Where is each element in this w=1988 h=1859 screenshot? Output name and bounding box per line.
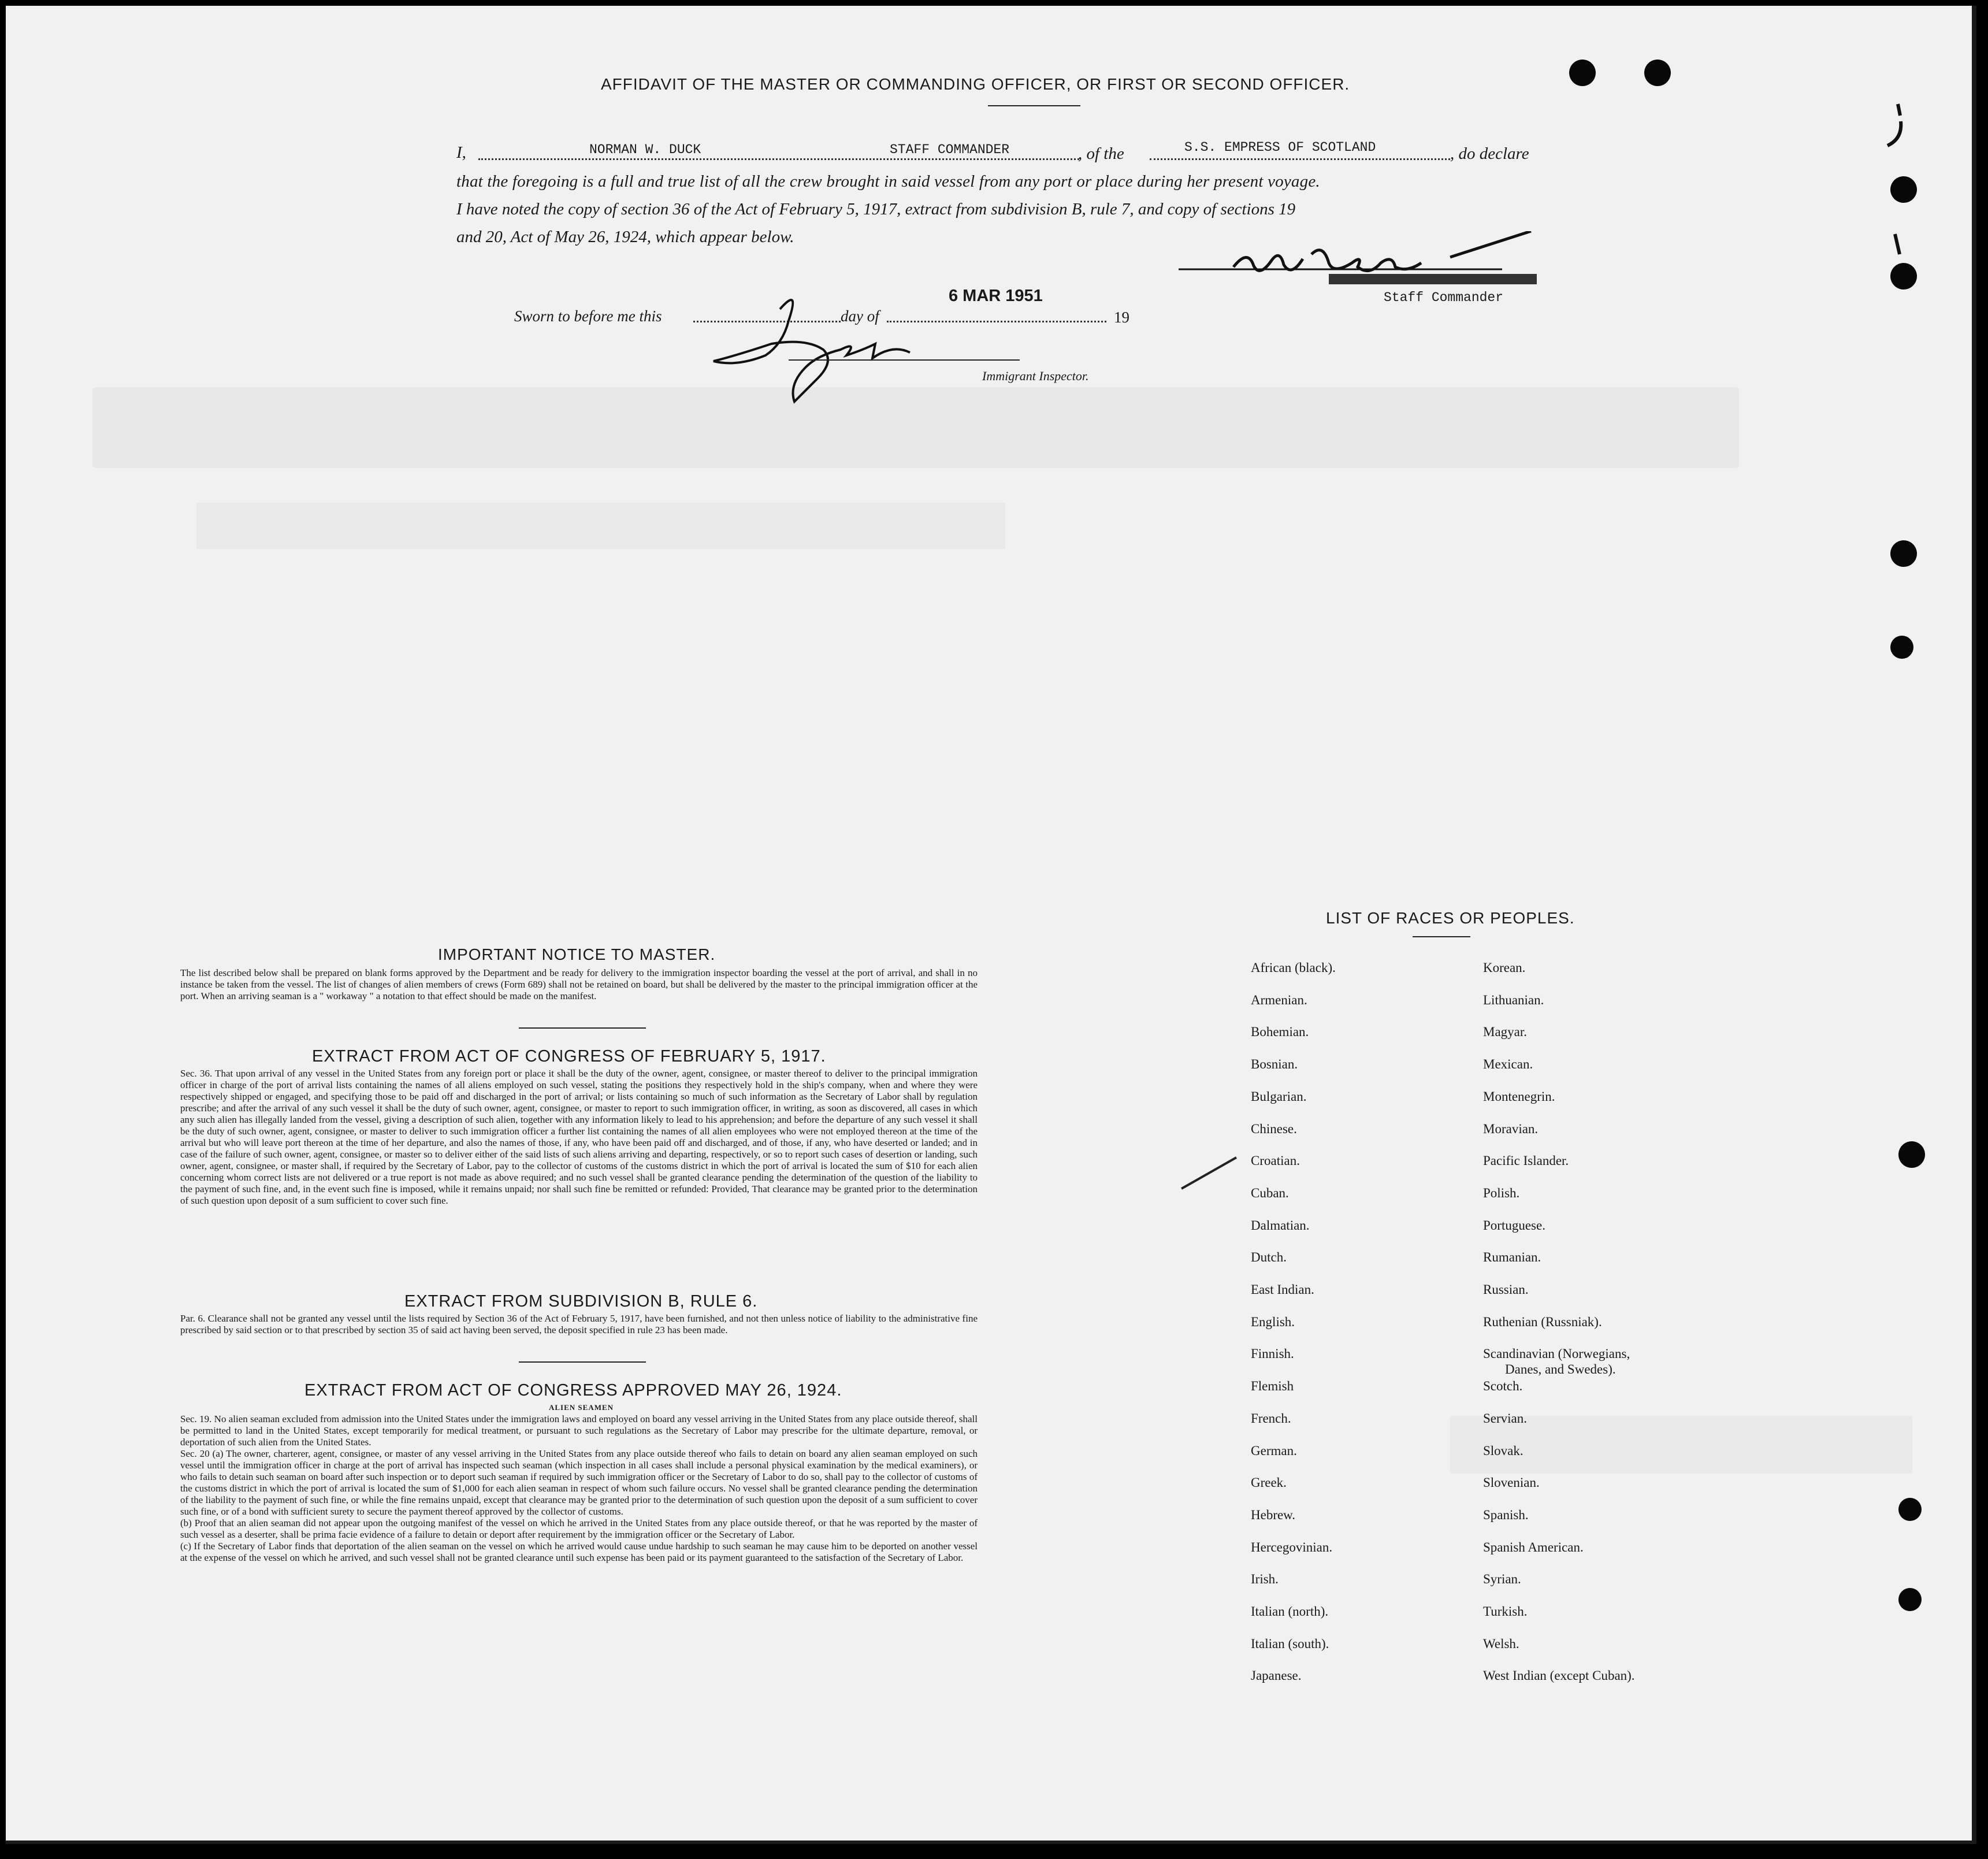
extract-1917-text: Sec. 36. That upon arrival of any vessel in the United States from any foreign port or place it shall be the duty of the owner, agent, consignee, or master thereof to deliver to the principal immigration officer in charge of the port of arrival lists containing the names of all aliens employed on such vessel, stating the positions they respectively hold in the ship's company, when and where they were respectively shipped or engaged, and specifying those to be paid off and discharged in the port of arrival; or lists containing so much of such information as the Secretary of Labor shall by regulation prescribe; and after the arrival of any such vessel it shall be the duty of such owner, agent, consignee, or master to report to such immigration officer, in writing, as soon as discovered, all cases in which any such alien has illegally landed from the vessel, giving a description of such alien, together with any information likely to lead to his apprehension; and before the departure of any such vessel it shall be the duty of such owner, agent, consignee, or master to deliver to such immigration officer a further list containing the names of all alien employees who were not employed thereon at the time of the arrival but who will leave port thereon at the time of her departure, and also the names of those, if any, who have been paid off and discharged, and of those, if any, who have deserted or landed; and in case of the failure of such owner, agent, consignee, or master so to deliver either of the said lists of such aliens arriving and departing, respectively, or so to report such cases of desertion or landing, such owner, agent, consignee, or master shall, if required by the Secretary of Labor, pay to the collector of customs of the customs district in which the port of arrival is located the sum of $10 for each alien concerning whom correct lists are not delivered or a true report is not made as above required; and no such vessel shall be granted clearance pending the determination of the question of the liability to the payment of such fine, and, in the event such fine is imposed, while it remains unpaid; nor shall such fine be remitted or refunded: Provided, That clearance may be granted prior to the determination of such question upon deposit of a sum sufficient to cover such fine. — [180, 1068, 978, 1206]
race-item: Finnish. — [1251, 1346, 1294, 1361]
extract-1924-text: Sec. 19. No alien seaman excluded from admission into the United States under the immigration laws and employed on board any vessel arriving in the United States from any place outside thereof, shall be permitted to land in the United States, except temporarily for medical treatment, or pursuant to such regulations as the Secretary of Labor may prescribe for the ultimate departure, removal, or deportation of such alien from the United States. Sec. 20 (a) The owner, charterer, agent, consignee, or master of any vessel arriving in the United States from any place outside thereof who fails to detain on board any alien seaman employed on such vessel until the immigration officer in charge at the port of arrival has inspected such seaman (which inspection in all cases shall include a personal physical examination by the medical examiners), or who fails to detain such seaman on board after such inspection or to deport such seaman if required by such immigration officer or the Secretary of Labor to do so, shall pay to the collector of customs of the customs district in which the port of arrival is located the sum of $1,000 for each alien seaman in respect of whom such failure occurs. No vessel shall be granted clearance pending the determination of the liability to the payment of such fine, or while the fine remains unpaid, except that clearance may be granted prior to the determination of such question upon the deposit of a sum sufficient to cover such fine, or of a bond with sufficient surety to secure the payment thereof approved by the collector of customs. (b) Proof that an alien seaman did not appear upon the outgoing manifest of the vessel on which he arrived in the United States from any place outside thereof, or that he was reported by the master of such vessel as a deserter, shall be prima facie evidence of a failure to detain or deport after requirement by the immigration officer or the Secretary of Labor. (c) If the Secretary of Labor finds that deportation of the alien seaman on the vessel on which he arrived would cause undue hardship to such seaman he may cause him to be deported on another vessel at the expense of the vessel on which he arrived, and such vessel shall not be granted clearance until such expense has been paid or its payment guaranteed to the satisfaction of the Secretary of Labor. — [180, 1413, 978, 1563]
punch-hole — [1890, 636, 1913, 659]
race-item: West Indian (except Cuban). — [1483, 1668, 1635, 1683]
race-item: Spanish American. — [1483, 1539, 1584, 1554]
race-item: Bulgarian. — [1251, 1089, 1307, 1104]
race-item: Portuguese. — [1483, 1218, 1545, 1233]
race-item: Croatian. — [1251, 1153, 1300, 1168]
race-item: Flemish — [1251, 1379, 1294, 1394]
race-item: French. — [1251, 1411, 1291, 1426]
race-item: Hercegovinian. — [1251, 1539, 1333, 1554]
divider — [1413, 936, 1470, 937]
pencil-tick — [1179, 1153, 1242, 1193]
race-item: Turkish. — [1483, 1604, 1528, 1619]
vessel-name: S.S. EMPRESS OF SCOTLAND — [1184, 140, 1376, 155]
race-item: Korean. — [1483, 960, 1526, 975]
master-rank: STAFF COMMANDER — [890, 142, 1010, 157]
punch-hole — [1898, 1588, 1922, 1611]
ink-mark — [1875, 98, 1909, 156]
bleed-through-band — [196, 503, 1005, 549]
extract-1924-title: EXTRACT FROM ACT OF CONGRESS APPROVED MAY 26, 1924. — [304, 1381, 842, 1400]
race-item: Pacific Islander. — [1483, 1153, 1569, 1168]
subdivision-b-title: EXTRACT FROM SUBDIVISION B, RULE 6. — [404, 1292, 758, 1311]
race-item: Dalmatian. — [1251, 1218, 1310, 1233]
punch-hole — [1898, 1498, 1922, 1521]
race-item: East Indian. — [1251, 1282, 1314, 1297]
master-signature — [1179, 231, 1537, 295]
punch-hole — [1569, 60, 1596, 86]
race-item: Dutch. — [1251, 1250, 1287, 1265]
race-item: Slovenian. — [1483, 1475, 1540, 1490]
subdivision-b-text: Par. 6. Clearance shall not be granted any vessel until the lists required by Section 36 of the Act of February 5, 1917, have been furnished, and not then unless notice of liability to the administrative fine prescribed by said section or to that prescribed by section 35 of said act having been served, the deposit specified in rule 23 has been made. — [180, 1313, 978, 1335]
race-item: Russian. — [1483, 1282, 1529, 1297]
race-item: Mexican. — [1483, 1057, 1533, 1072]
affidavit-line-4: and 20, Act of May 26, 1924, which appear below. — [456, 228, 794, 246]
notice-text: The list described below shall be prepared on blank forms approved by the Department and be ready for delivery to the immigration inspector boarding the vessel at the port of arrival, and shall in no instance be taken from the vessel. The list of changes of alien members of crews (Form 689) shall not be retained on board, but shall be delivered by the master to the principal immigration officer at the port. When an arriving seaman is a " workaway " a notation to that effect should be made on the manifest. — [180, 967, 978, 1001]
fill-line — [478, 158, 1079, 160]
race-item: Japanese. — [1251, 1668, 1302, 1683]
race-item: Polish. — [1483, 1185, 1520, 1200]
race-item: Servian. — [1483, 1411, 1528, 1426]
year-suffix: 19 — [1114, 309, 1129, 326]
affidavit-title: AFFIDAVIT OF THE MASTER OR COMMANDING OFFICER, OR FIRST OR SECOND OFFICER. — [601, 75, 1350, 93]
race-item: Welsh. — [1483, 1636, 1519, 1651]
day-of-text: day of — [841, 307, 879, 325]
race-item: German. — [1251, 1443, 1297, 1458]
race-item: Scotch. — [1483, 1379, 1523, 1394]
race-item: Armenian. — [1251, 992, 1307, 1007]
punch-hole — [1890, 540, 1917, 567]
race-item: Moravian. — [1483, 1121, 1539, 1136]
document-page — [6, 6, 1976, 1844]
master-name: NORMAN W. DUCK — [589, 142, 701, 157]
race-item: Irish. — [1251, 1572, 1279, 1587]
of-the-text: , of the — [1078, 144, 1124, 163]
race-item: Slovak. — [1483, 1443, 1523, 1458]
race-item: Syrian. — [1483, 1572, 1521, 1587]
notice-title: IMPORTANT NOTICE TO MASTER. — [438, 945, 716, 963]
race-item: Spanish. — [1483, 1507, 1529, 1522]
race-item: Hebrew. — [1251, 1507, 1296, 1522]
race-item: Montenegrin. — [1483, 1089, 1555, 1104]
affidavit-line-3: I have noted the copy of section 36 of the Act of February 5, 1917, extract from subdivision B, rule 7, and copy of sections 19 — [456, 200, 1296, 218]
race-item: Lithuanian. — [1483, 992, 1544, 1007]
extract-1917-title: EXTRACT FROM ACT OF CONGRESS OF FEBRUARY 5, 1917. — [312, 1047, 826, 1066]
punch-hole — [1644, 60, 1671, 86]
alien-seamen-subtitle: ALIEN SEAMEN — [549, 1403, 614, 1412]
inspector-label: Immigrant Inspector. — [982, 369, 1089, 383]
race-item: Rumanian. — [1483, 1250, 1541, 1265]
race-item: Italian (south). — [1251, 1636, 1329, 1651]
do-declare-text: , do declare — [1450, 144, 1529, 163]
divider — [988, 105, 1080, 106]
affidavit-line-2: that the foregoing is a full and true list of all the crew brought in said vessel from any port or place during her present voyage. — [456, 172, 1320, 191]
race-item: Scandinavian (Norwegians, — [1483, 1346, 1630, 1361]
sworn-prefix: Sworn to before me this — [514, 307, 662, 325]
races-title: LIST OF RACES OR PEOPLES. — [1326, 909, 1575, 927]
race-item: Italian (north). — [1251, 1604, 1329, 1619]
race-item: Greek. — [1251, 1475, 1287, 1490]
race-item: Cuban. — [1251, 1185, 1289, 1200]
race-item: African (black). — [1251, 960, 1336, 975]
race-item: English. — [1251, 1314, 1295, 1329]
punch-hole — [1898, 1141, 1925, 1168]
fill-line — [1150, 158, 1450, 160]
race-item: Ruthenian (Russniak). — [1483, 1314, 1602, 1329]
race-item: Magyar. — [1483, 1025, 1528, 1040]
divider — [519, 1027, 646, 1029]
race-item: Bosnian. — [1251, 1057, 1298, 1072]
race-item: Chinese. — [1251, 1121, 1297, 1136]
race-item: Bohemian. — [1251, 1025, 1309, 1040]
race-item: Danes, and Swedes). — [1505, 1362, 1616, 1376]
punch-hole — [1890, 263, 1917, 290]
divider — [519, 1361, 646, 1363]
punch-hole — [1890, 176, 1917, 203]
affidavit-i: I, — [456, 143, 466, 162]
ink-mark — [1883, 231, 1907, 260]
signer-title: Staff Commander — [1384, 290, 1504, 305]
inspector-signature — [702, 286, 1025, 405]
date-stamp: 6 MAR 1951 — [949, 287, 1043, 305]
